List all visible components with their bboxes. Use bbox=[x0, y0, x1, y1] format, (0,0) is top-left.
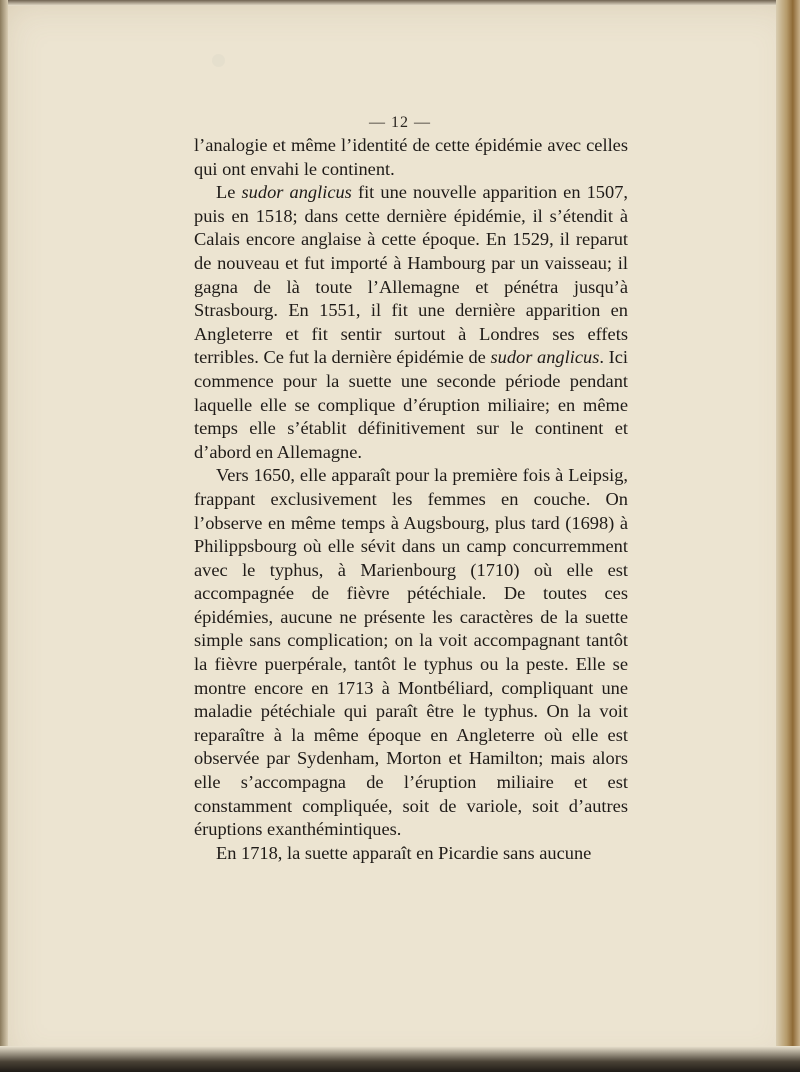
paragraph bbox=[194, 842, 628, 866]
paragraph bbox=[194, 134, 628, 181]
page-top-edge bbox=[0, 0, 800, 6]
paragraph bbox=[194, 464, 628, 842]
italic-term: sudor anglicus bbox=[490, 347, 600, 368]
text-segment: . Ici commence pour la suette une seconde période pendant laquelle elle se complique d’éruption miliaire; en même temps elle s’établit définitivement sur le continent et d’abord en Allemagne. bbox=[194, 347, 628, 462]
text-segment: Vers 1650, elle apparaît pour la première fois à Leipsig, frappant exclusivement les femmes en couche. On l’observe en même temps à Augsbourg, plus tard (1698) à Philippsbourg où elle sévit dans un camp concurremment avec le typhus, à Marienbourg (1710) où elle est accompagnée de fièvre pétéchiale. De toutes ces épidémies, aucune ne présente les caractères de la suette simple sans complication; on la voit accompagnant tantôt la fièvre puerpérale, tantôt le typhus ou la peste. Elle se montre encore en 1713 à Montbéliard, compliquant une maladie pétéchiale qui paraît être le typhus. On la voit reparaître à la même époque en Angleterre où elle est observée par Sydenham, Morton et Hamilton; mais alors elle s’accompagna de l’éruption miliaire et est constamment compliquée, soit de variole, soit d’autres éruptions exanthémintiques. bbox=[194, 465, 628, 840]
body-text bbox=[194, 134, 628, 865]
text-segment: Le bbox=[216, 182, 242, 203]
text-segment: l’analogie et même l’identité de cette épidémie avec celles qui ont envahi le continent. bbox=[194, 135, 628, 179]
paragraph bbox=[194, 181, 628, 464]
page-bottom-edge bbox=[0, 1046, 800, 1072]
text-segment: fit une nouvelle apparition en 1507, puis en 1518; dans cette dernière épidémie, il s’étendit à Calais encore anglaise à cette époque. En 1529, il reparut de nouveau et fut importé à Hambourg par un vaisseau; il gagna de là toute l’Allemagne et pénétra jusqu’à Strasbourg. En 1551, il fit une dernière apparition en Angleterre et fit sentir surtout à Londres ses effets terribles. Ce fut la dernière épidémie de bbox=[194, 182, 628, 368]
italic-term: sudor anglicus bbox=[241, 182, 352, 203]
page-number: — 12 — bbox=[369, 114, 431, 131]
page-right-edge bbox=[776, 0, 800, 1072]
text-segment: En 1718, la suette apparaît en Picardie sans aucune bbox=[216, 842, 592, 863]
binding-hole bbox=[212, 54, 225, 67]
page-left-edge bbox=[0, 0, 8, 1072]
